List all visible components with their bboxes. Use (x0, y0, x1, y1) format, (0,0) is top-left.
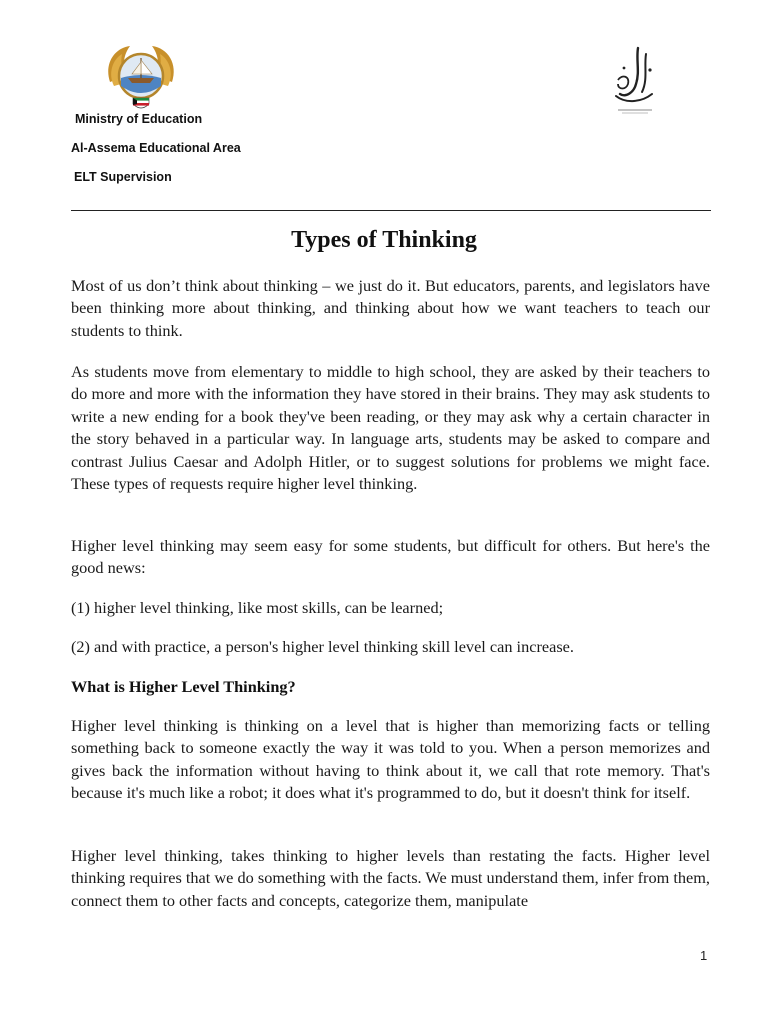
paragraph-intro: Most of us don’t think about thinking – we just do it. But educators, parents, and legislators have been thinking more about thinking, and thinking about how we want teachers to teach our students to think. (71, 276, 710, 340)
paragraph-higher-levels: Higher level thinking, takes thinking to higher levels than restating the facts. Higher level thinking requires that we do something with the facts. We must understand them, infer from them, connect them to other facts and concepts, categorize them, manipulate (71, 846, 710, 910)
educational-area-label: Al-Assema Educational Area (71, 141, 241, 155)
page-number: 1 (700, 948, 708, 963)
kuwait-state-emblem-icon (104, 42, 178, 114)
arabic-calligraphy-logo-icon (612, 46, 656, 118)
paragraph-definition: Higher level thinking is thinking on a level that is higher than memorizing facts or telling something back to someone exactly the way it was told to you. When a person memorizes and gives back the information without having to think about it, we call that rote memory. That's because it's much like a robot; it does what it's programmed to do, but it doesn't think for itself. (71, 716, 710, 803)
elt-supervision-label: ELT Supervision (74, 170, 172, 184)
paragraph-good-news: Higher level thinking may seem easy for some students, but difficult for others. But here's the good news: (71, 536, 710, 578)
paragraph-students: As students move from elementary to middle to high school, they are asked by their teachers to do more and more with the information they have stored in their brains. They may ask students to write a new ending for a book they've been reading, or they may ask why a certain character in the story behaved in a particular way. In language arts, students may be asked to compare and contrast Julius Caesar and Adolph Hitler, or to suggest solutions for problems we might face. These types of requests require higher level thinking. (71, 362, 710, 494)
paragraph-point-1: (1) higher level thinking, like most skills, can be learned; (71, 598, 444, 617)
paragraph-point-2: (2) and with practice, a person's higher level thinking skill level can increase. (71, 637, 574, 656)
page-title: Types of Thinking (291, 227, 477, 253)
ministry-label: Ministry of Education (75, 112, 203, 126)
header-divider (71, 210, 711, 211)
section-heading: What is Higher Level Thinking? (71, 677, 296, 696)
